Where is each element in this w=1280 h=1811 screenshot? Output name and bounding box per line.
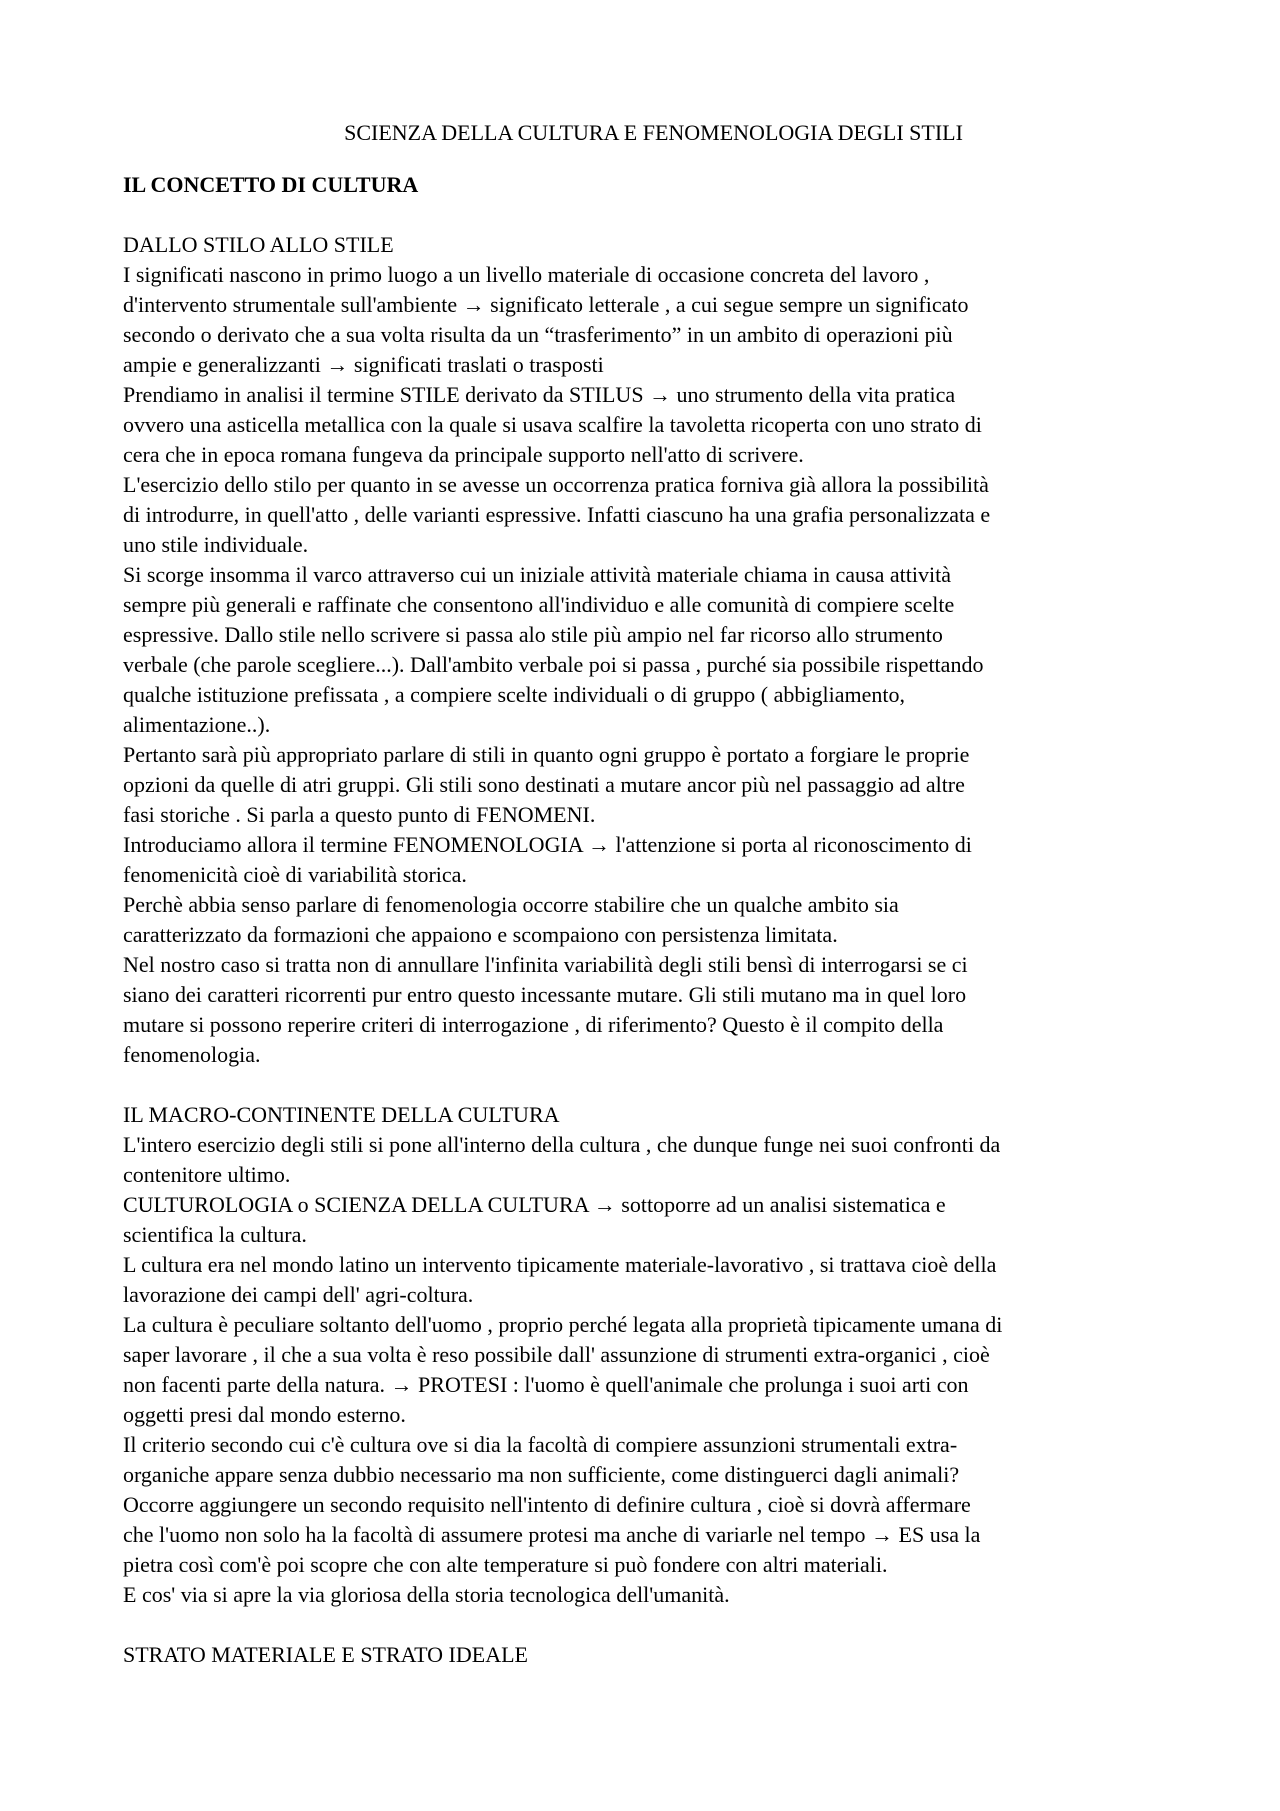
text-line: fenomenicità cioè di variabilità storica. — [123, 862, 467, 887]
text-line: mutare si possono reperire criteri di interrogazione , di riferimento? Questo è il compito della — [123, 1012, 944, 1037]
text-line: uno stile individuale. — [123, 532, 309, 557]
text-line: qualche istituzione prefissata , a compiere scelte individuali o di gruppo ( abbigliamento, — [123, 682, 905, 707]
text-line: non facenti parte della natura. → PROTESI : l'uomo è quell'animale che prolunga i suoi arti con — [123, 1372, 969, 1397]
text-line: Nel nostro caso si tratta non di annullare l'infinita variabilità degli stili bensì di interrogarsi se ci — [123, 952, 968, 977]
main-heading: IL CONCETTO DI CULTURA — [123, 172, 419, 197]
text-line: che l'uomo non solo ha la facoltà di assumere protesi ma anche di variarle nel tempo → ES usa la — [123, 1522, 981, 1547]
text-line: ovvero una asticella metallica con la quale si usava scalfire la tavoletta ricoperta con uno strato di — [123, 412, 982, 437]
text-line: L'intero esercizio degli stili si pone all'interno della cultura , che dunque funge nei suoi confronti da — [123, 1132, 1001, 1157]
text-line: I significati nascono in primo luogo a un livello materiale di occasione concreta del lavoro , — [123, 262, 930, 287]
section — [123, 1640, 1162, 1670]
text-line: alimentazione..). — [123, 712, 271, 737]
text-line: caratterizzato da formazioni che appaiono e scompaiono con persistenza limitata. — [123, 922, 838, 947]
text-line: saper lavorare , il che a sua volta è reso possibile dall' assunzione di strumenti extra-organici , cioè — [123, 1342, 990, 1367]
section-heading: STRATO MATERIALE E STRATO IDEALE — [123, 1642, 528, 1667]
text-line: di introdurre, in quell'atto , delle varianti espressive. Infatti ciascuno ha una grafia personalizzata e — [123, 502, 991, 527]
text-line: organiche appare senza dubbio necessario ma non sufficiente, come distinguerci dagli animali? — [123, 1462, 960, 1487]
section-heading: DALLO STILO ALLO STILE — [123, 232, 394, 257]
text-line: secondo o derivato che a sua volta risulta da un “trasferimento” in un ambito di operazioni più — [123, 322, 953, 347]
text-line: Pertanto sarà più appropriato parlare di stili in quanto ogni gruppo è portato a forgiare le proprie — [123, 742, 970, 767]
text-line: Prendiamo in analisi il termine STILE derivato da STILUS → uno strumento della vita pratica — [123, 382, 956, 407]
text-line: scientifica la cultura. — [123, 1222, 307, 1247]
text-line: d'intervento strumentale sull'ambiente → significato letterale , a cui segue sempre un significato — [123, 292, 969, 317]
text-line: fenomenologia. — [123, 1042, 261, 1067]
text-line: E cos' via si apre la via gloriosa della storia tecnologica dell'umanità. — [123, 1582, 730, 1607]
text-line: CULTUROLOGIA o SCIENZA DELLA CULTURA → sottoporre ad un analisi sistematica e — [123, 1192, 946, 1217]
text-line: opzioni da quelle di atri gruppi. Gli stili sono destinati a mutare ancor più nel passaggio ad altre — [123, 772, 965, 797]
text-line: La cultura è peculiare soltanto dell'uomo , proprio perché legata alla proprietà tipicamente umana di — [123, 1312, 1003, 1337]
text-line: sempre più generali e raffinate che consentono all'individuo e alle comunità di compiere scelte — [123, 592, 955, 617]
section — [123, 1100, 1162, 1610]
text-line: Perchè abbia senso parlare di fenomenologia occorre stabilire che un qualche ambito sia — [123, 892, 899, 917]
text-line: L'esercizio dello stilo per quanto in se avesse un occorrenza pratica forniva già allora la possibilità — [123, 472, 989, 497]
section — [123, 230, 1162, 1070]
text-line: contenitore ultimo. — [123, 1162, 291, 1187]
text-line: fasi storiche . Si parla a questo punto di FENOMENI. — [123, 802, 596, 827]
text-line: L cultura era nel mondo latino un intervento tipicamente materiale-lavorativo , si trattava cioè della — [123, 1252, 997, 1277]
text-line: ampie e generalizzanti → significati traslati o trasposti — [123, 352, 604, 377]
text-line: Introduciamo allora il termine FENOMENOLOGIA → l'attenzione si porta al riconoscimento di — [123, 832, 972, 857]
text-line: Il criterio secondo cui c'è cultura ove si dia la facoltà di compiere assunzioni strumentali extra- — [123, 1432, 958, 1457]
text-line: Si scorge insomma il varco attraverso cui un iniziale attività materiale chiama in causa attività — [123, 562, 951, 587]
text-line: espressive. Dallo stile nello scrivere si passa alo stile più ampio nel far ricorso allo strumento — [123, 622, 943, 647]
text-line: Occorre aggiungere un secondo requisito nell'intento di definire cultura , cioè si dovrà affermare — [123, 1492, 971, 1517]
text-line: verbale (che parole scegliere...). Dall'ambito verbale poi si passa , purché sia possibile rispettando — [123, 652, 984, 677]
text-line: siano dei caratteri ricorrenti pur entro questo incessante mutare. Gli stili mutano ma in quel loro — [123, 982, 967, 1007]
section-heading: IL MACRO-CONTINENTE DELLA CULTURA — [123, 1102, 560, 1127]
text-line: oggetti presi dal mondo esterno. — [123, 1402, 406, 1427]
section-body — [123, 1130, 1162, 1610]
text-line: cera che in epoca romana fungeva da principale supporto nell'atto di scrivere. — [123, 442, 804, 467]
section-body — [123, 260, 1162, 1070]
text-line: lavorazione dei campi dell' agri-coltura. — [123, 1282, 474, 1307]
sections-container — [123, 230, 1162, 1670]
document-title: SCIENZA DELLA CULTURA E FENOMENOLOGIA DEGLI STILI — [344, 120, 963, 145]
text-line: pietra così com'è poi scopre che con alte temperature si può fondere con altri materiali. — [123, 1552, 888, 1577]
